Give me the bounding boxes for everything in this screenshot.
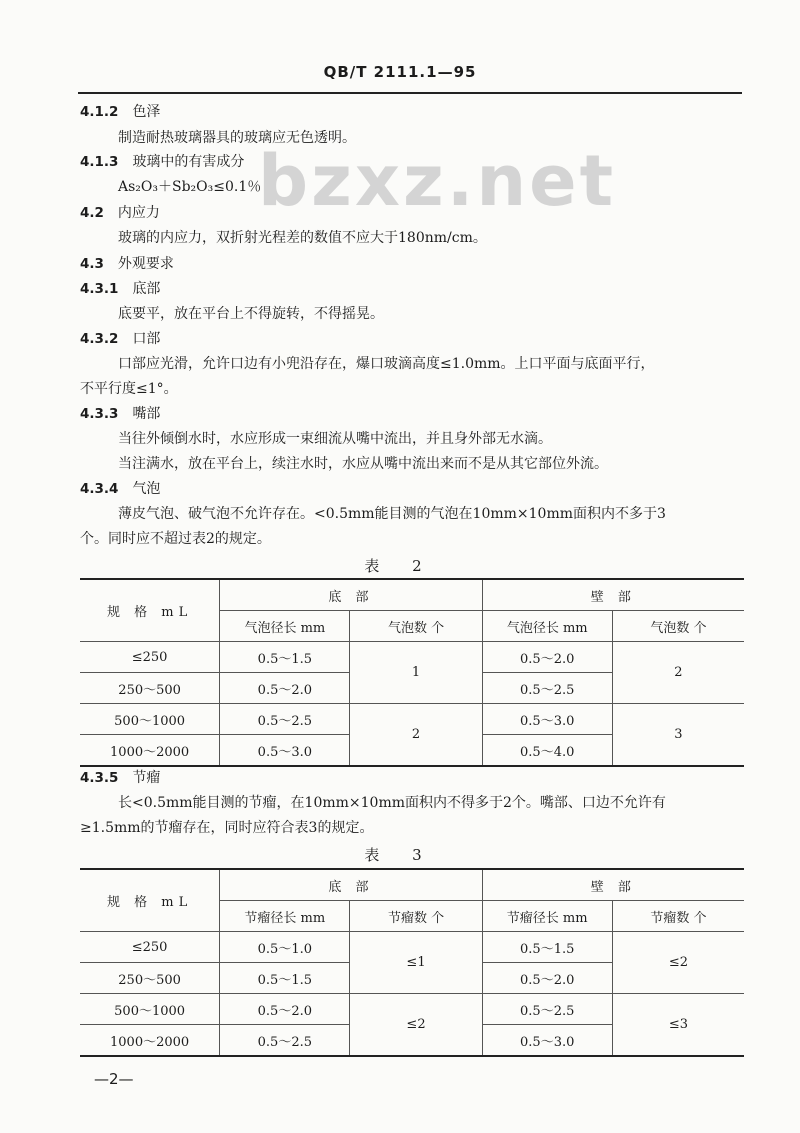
nodule-count: ≤2	[612, 932, 744, 994]
sub-header: 节瘤径长 mm	[482, 901, 612, 932]
table-row: 250～500 0.5～2.0 0.5～2.5	[80, 673, 744, 704]
sub-header: 节瘤数 个	[612, 901, 744, 932]
paragraph: 当注满水，放在平台上，续注水时，水应从嘴中流出来而不是从其它部位外流。	[118, 456, 608, 472]
table-row: 250～500 0.5～1.5 0.5～2.0	[80, 963, 744, 994]
nodule-count: ≤2	[350, 994, 482, 1057]
nodule-count: ≤3	[612, 994, 744, 1057]
spec-header: 规 格 mL	[80, 579, 220, 642]
bubble-count: 2	[350, 704, 482, 767]
document-header: QB/T 2111.1—95	[323, 63, 477, 81]
section-heading: 4.1.3 玻璃中的有害成分	[80, 154, 245, 170]
bubble-count: 3	[612, 704, 744, 767]
watermark: bzxz.net	[258, 140, 617, 222]
table-row: ≤250 0.5～1.0 ≤1 0.5～1.5 ≤2	[80, 932, 744, 963]
sub-header: 气泡径长 mm	[482, 611, 612, 642]
bubble-count: 1	[350, 642, 482, 704]
table-2	[80, 578, 744, 767]
table-3	[80, 868, 744, 1057]
paragraph: 不平行度≤1°。	[80, 381, 178, 397]
section-heading: 4.3.2 口部	[80, 331, 161, 347]
section-heading: 4.3 外观要求	[80, 256, 174, 272]
section-heading: 4.3.5 节瘤	[80, 770, 161, 786]
group-bottom-header: 底 部	[220, 869, 482, 901]
section-heading: 4.3.1 底部	[80, 281, 161, 297]
sub-header: 节瘤数 个	[350, 901, 482, 932]
table-row: 500～1000 0.5～2.5 2 0.5～3.0 3	[80, 704, 744, 735]
table-row: 500～1000 0.5～2.0 ≤2 0.5～2.5 ≤3	[80, 994, 744, 1025]
paragraph: 底要平，放在平台上不得旋转，不得摇晃。	[118, 306, 384, 322]
paragraph: 口部应光滑，允许口边有小兜沿存在，爆口玻滴高度≤1.0mm。上口平面与底面平行，	[118, 356, 655, 372]
nodule-count: ≤1	[350, 932, 482, 994]
spec-header: 规 格 mL	[80, 869, 220, 932]
table-row: 1000～2000 0.5～2.5 0.5～3.0	[80, 1025, 744, 1057]
paragraph: 制造耐热玻璃器具的玻璃应无色透明。	[118, 130, 356, 146]
section-heading: 4.2 内应力	[80, 205, 160, 221]
sub-header: 气泡径长 mm	[220, 611, 350, 642]
table-3-title: 表 3	[364, 846, 436, 864]
formula: As₂O₃＋Sb₂O₃≤0.1％	[118, 179, 262, 195]
page-number: —2—	[94, 1070, 134, 1088]
table-row: 1000～2000 0.5～3.0 0.5～4.0	[80, 735, 744, 767]
section-heading: 4.1.2 色泽	[80, 104, 161, 120]
section-heading: 4.3.3 嘴部	[80, 406, 161, 422]
group-wall-header: 壁 部	[482, 579, 744, 611]
sub-header: 气泡数 个	[612, 611, 744, 642]
section-heading: 4.3.4 气泡	[80, 481, 161, 497]
paragraph: 长<0.5mm能目测的节瘤，在10mm×10mm面积内不得多于2个。嘴部、口边不允许有	[118, 795, 666, 811]
paragraph: ≥1.5mm的节瘤存在，同时应符合表3的规定。	[80, 820, 374, 836]
sub-header: 节瘤径长 mm	[220, 901, 350, 932]
table-2-title: 表 2	[364, 557, 436, 575]
bubble-count: 2	[612, 642, 744, 704]
paragraph: 玻璃的内应力，双折射光程差的数值不应大于180nm/cm。	[118, 230, 487, 246]
group-wall-header: 壁 部	[482, 869, 744, 901]
paragraph: 个。同时应不超过表2的规定。	[80, 531, 271, 547]
group-bottom-header: 底 部	[220, 579, 482, 611]
paragraph: 薄皮气泡、破气泡不允许存在。<0.5mm能目测的气泡在10mm×10mm面积内不多于3	[118, 506, 666, 522]
paragraph: 当往外倾倒水时，水应形成一束细流从嘴中流出，并且身外部无水滴。	[118, 431, 552, 447]
table-row: ≤250 0.5～1.5 1 0.5～2.0 2	[80, 642, 744, 673]
sub-header: 气泡数 个	[350, 611, 482, 642]
header-rule	[78, 92, 742, 94]
